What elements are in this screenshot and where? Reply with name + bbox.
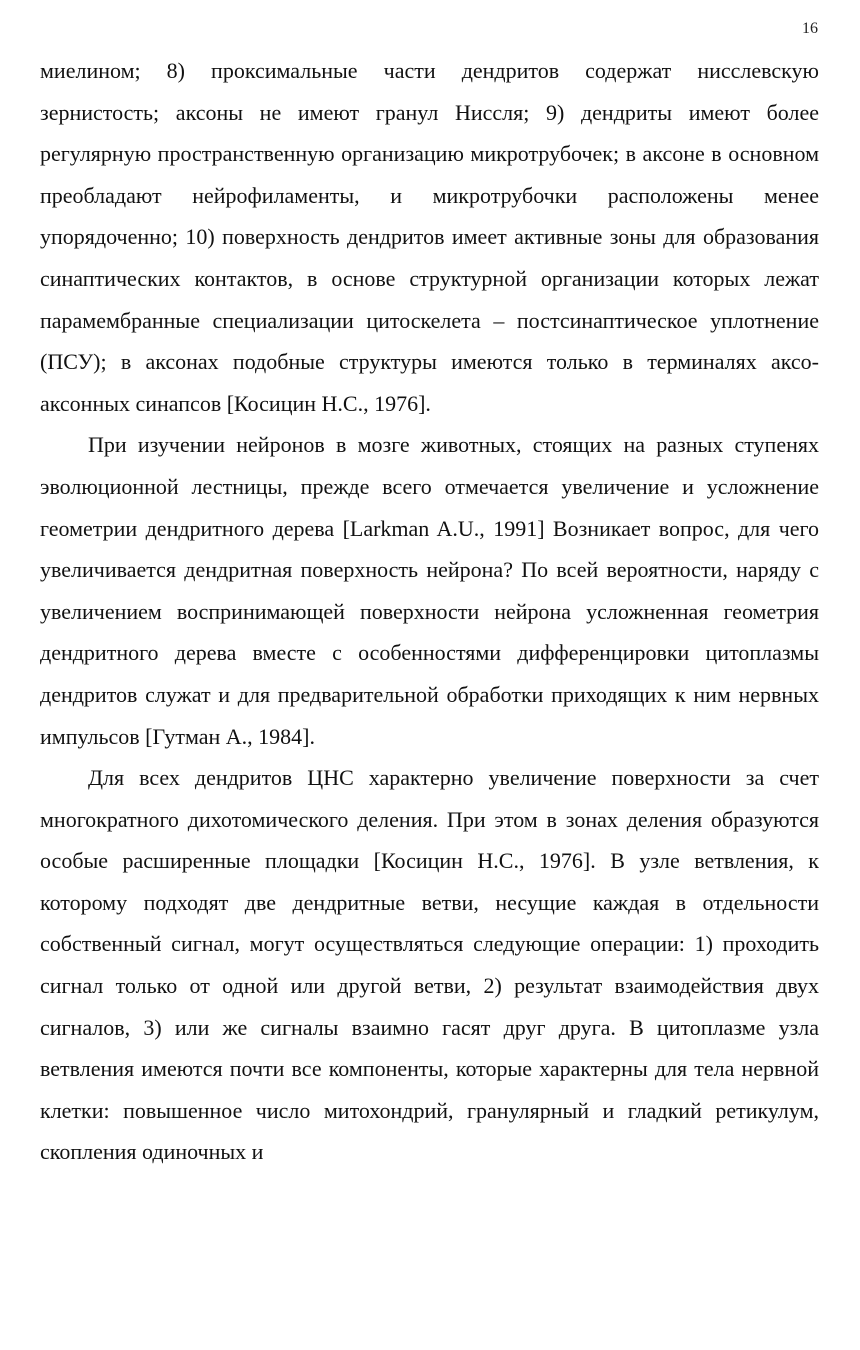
paragraph-continuation: миелином; 8) проксимальные части дендритов содержат нисслевскую зернистость; аксоны не имеют гранул Ниссля; 9) дендриты имеют более регулярную пространственную организацию микротрубочек; в аксоне в основном преобладают нейрофиламенты, и микротрубочки расположены менее упорядоченно; 10) поверхность дендритов имеет активные зоны для образования синаптических контактов, в основе структурной организации которых лежат парамембранные специализации цитоскелета – постсинаптическое уплотнение (ПСУ); в аксонах подобные структуры имеются только в терминалях аксо-аксонных синапсов [Косицин Н.С., 1976]. bbox=[40, 58, 819, 416]
page-number: 16 bbox=[802, 20, 818, 37]
paragraph-dendritic-geometry: При изучении нейронов в мозге животных, стоящих на разных ступенях эволюционной лестницы, прежде всего отмечается увеличение и усложнение геометрии дендритного дерева [Larkman A.U., 1991] Возникает вопрос, для чего увеличивается дендритная поверхность нейрона? По всей вероятности, наряду с увеличением воспринимающей поверхности нейрона усложненная геометрия дендритного дерева вместе с особенностями дифференцировки цитоплазмы дендритов служат и для предварительной обработки приходящих к ним нервных импульсов [Гутман А., 1984]. bbox=[40, 432, 819, 749]
body-text bbox=[40, 50, 819, 1173]
paragraph-dendrite-branching: Для всех дендритов ЦНС характерно увеличение поверхности за счет многократного дихотомического деления. При этом в зонах деления образуются особые расширенные площадки [Косицин Н.С., 1976]. В узле ветвления, к которому подходят две дендритные ветви, несущие каждая в отдельности собственный сигнал, могут осуществляться следующие операции: 1) проходить сигнал только от одной или другой ветви, 2) результат взаимодействия двух сигналов, 3) или же сигналы взаимно гасят друг друга. В цитоплазме узла ветвления имеются почти все компоненты, которые характерны для тела нервной клетки: повышенное число митохондрий, гранулярный и гладкий ретикулум, скопления одиночных и bbox=[40, 765, 819, 1165]
